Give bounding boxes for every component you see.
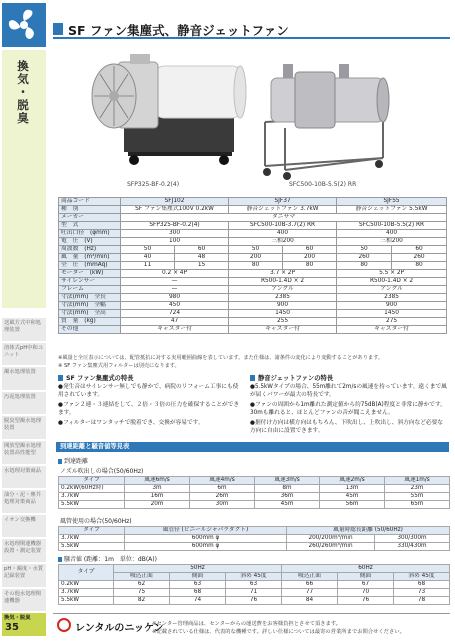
table-header-row <box>59 565 450 573</box>
column-header: 60Hz <box>282 565 450 573</box>
table-header-row <box>59 477 450 485</box>
table-cell: 56m <box>320 501 385 509</box>
column-header: 風量時総長距離 (50/60Hz) <box>287 527 450 535</box>
spec-row <box>59 230 447 238</box>
table-cell: 5.5kW <box>59 543 125 551</box>
table-row <box>59 589 450 597</box>
table-cell: 68 <box>394 581 450 589</box>
spec-value: SJF55 <box>337 198 447 206</box>
title-marker <box>53 23 63 35</box>
spec-row <box>59 246 447 254</box>
table-cell: 600mm φ <box>125 535 287 543</box>
spec-label: 全 圧 (mmAq) <box>59 262 121 270</box>
spec-value: 静音ジェットファン 3.7kW <box>229 206 337 214</box>
spec-value: アングル <box>229 286 337 294</box>
spec-row <box>59 198 447 206</box>
column-header: 風速3m/s <box>255 477 320 485</box>
feature-item: ●5.5kWタイプの場合、55m離れて2m/sの風速を持っています。遠くまで風が届くパワーが最大の特長です。 <box>250 384 447 398</box>
table-cell: 82 <box>114 597 170 605</box>
noise-table <box>58 564 450 605</box>
brand-logo-icon <box>57 618 71 632</box>
spec-row <box>59 310 447 318</box>
photo-caption: SFP325-BF-0.2(4) <box>127 181 180 188</box>
spec-note: ※風量と全圧表示については、配管抵抗に対する実用範囲曲線を表しています。また仕様は、諸条件の変化により変動することがあります。 <box>58 355 384 361</box>
spec-table <box>58 197 447 334</box>
spec-row <box>59 206 447 214</box>
spec-value: 900 <box>229 302 337 310</box>
table-cell: 30m <box>190 501 255 509</box>
feature-item: ●ファン２連・３連結をして、２倍・３倍の圧力を確保することができます。 <box>58 402 240 416</box>
sidebar-nav-item[interactable]: イオン交換機 <box>2 515 46 538</box>
spec-value: — <box>121 286 229 294</box>
spec-value: 50 <box>121 246 175 254</box>
spec-value: 5.5 × 2P <box>337 270 447 278</box>
table-row <box>59 501 450 509</box>
column-header: タイプ <box>59 565 114 581</box>
table-cell: 63 <box>226 581 282 589</box>
category-char: 換 <box>17 59 29 73</box>
column-header: タイプ <box>59 527 125 535</box>
spec-row <box>59 270 447 278</box>
page-number: 35 <box>5 622 19 633</box>
spec-label: メーカー <box>59 214 121 222</box>
spec-value: 724 <box>121 310 229 318</box>
spec-value: R500-1.4D × 2 <box>337 278 447 286</box>
table-cell: 8m <box>255 485 320 493</box>
spec-value: SJF37 <box>229 198 337 206</box>
spec-label: 型 式 <box>59 222 121 230</box>
nozzle-heading: ノズル吹出しの場合(50/60Hz) <box>60 468 144 475</box>
table-cell: 77 <box>282 589 338 597</box>
table-cell: 36m <box>255 493 320 501</box>
spec-value: 50 <box>229 246 283 254</box>
spec-value: キャスター付 <box>121 326 229 334</box>
spec-value: 2385 <box>337 294 447 302</box>
spec-row <box>59 294 447 302</box>
spec-label: モーター (kW) <box>59 270 121 278</box>
table-cell: 70 <box>338 589 394 597</box>
category-char: 気 <box>17 72 29 86</box>
footer-note: ※センター管理商品は、センターからの運送費をお客様負担とさせて頂きます。 <box>152 621 341 627</box>
table-cell: 63 <box>170 581 226 589</box>
spec-value: 80 <box>392 262 447 270</box>
category-label <box>12 60 34 125</box>
distance-heading: 到達距離 <box>58 456 88 465</box>
feature-item: ●発生音はサイレンサー無しでも静かで、病院のリフォーム工事にも使用されています。 <box>58 384 239 398</box>
table-cell: 26m <box>190 493 255 501</box>
page-title-bar <box>53 19 450 39</box>
spec-row <box>59 238 447 246</box>
spec-value: 60 <box>392 246 447 254</box>
table-cell: 71 <box>226 589 282 597</box>
spec-value: 50 <box>337 246 392 254</box>
spec-value: 0.2 × 4P <box>121 270 229 278</box>
sidebar-nav-item[interactable]: 水処理関連機器設置・測定装置 <box>2 539 46 562</box>
column-header: 50Hz <box>114 565 282 573</box>
spec-row <box>59 214 447 222</box>
spec-label: 周波数 (Hz) <box>59 246 121 254</box>
table-cell: 23m <box>385 485 450 493</box>
spec-label: 商品コード <box>59 198 121 206</box>
spec-value: R500-1.4D × 2 <box>229 278 337 286</box>
spec-value: 275 <box>337 318 447 326</box>
spec-value: 900 <box>337 302 447 310</box>
table-cell: 74 <box>170 597 226 605</box>
noise-heading: 騒音値 (距離：1m 単位：dB(A)) <box>58 554 157 563</box>
spec-value: 47 <box>121 318 229 326</box>
spec-value: 48 <box>175 254 229 262</box>
spec-row <box>59 326 447 334</box>
sidebar-nav-item[interactable]: pH・濁度・水質記録装置 <box>2 564 46 587</box>
spec-row <box>59 254 447 262</box>
spec-value: 1450 <box>337 310 447 318</box>
table-cell: 3.7kW <box>59 589 114 597</box>
spec-label: 寸法(mm) 全高 <box>59 310 121 318</box>
spec-value: 11 <box>121 262 175 270</box>
table-cell: 66 <box>282 581 338 589</box>
sidebar-nav-item[interactable]: 水処理対策商品 <box>2 466 46 489</box>
table-cell: 0.2kW <box>59 581 114 589</box>
spec-value: 200 <box>283 254 337 262</box>
spec-value: 400 <box>337 230 447 238</box>
table-cell: 200/200m³/min <box>287 535 375 543</box>
spec-value: 60 <box>283 246 337 254</box>
brand-name: レンタルのニッケン <box>75 623 164 634</box>
table-cell: 73 <box>394 589 450 597</box>
spec-value: 260 <box>337 254 392 262</box>
table-cell: 78 <box>394 597 450 605</box>
table-cell: 76 <box>338 597 394 605</box>
category-logo <box>2 3 46 47</box>
duct-distance-table <box>58 526 450 551</box>
spec-value: 1450 <box>229 310 337 318</box>
spec-value: 100 <box>121 238 229 246</box>
column-header: 吸込正面 <box>114 573 170 581</box>
sidebar-nav-item[interactable]: 油分・泥・塵芥処理対策商品 <box>2 490 46 513</box>
duct-heading: 風管使用の場合(50/60Hz) <box>60 518 132 525</box>
table-cell: 5.5kW <box>59 501 125 509</box>
spec-value: 300 <box>121 230 229 238</box>
spec-value: 2385 <box>229 294 337 302</box>
spec-label: 寸法(mm) 全幅 <box>59 302 121 310</box>
column-header: 側面 <box>170 573 226 581</box>
category-char: 脱 <box>17 98 29 112</box>
sidebar-nav-item[interactable]: その他水処理関連機器 <box>2 589 46 612</box>
sidebar-nav-item[interactable]: 送風方式中和処理装置 <box>2 318 46 341</box>
spec-value: キャスター付 <box>229 326 337 334</box>
table-cell: 16m <box>125 493 190 501</box>
spec-label: フレーム <box>59 286 121 294</box>
spec-value: 80 <box>337 262 392 270</box>
spec-row <box>59 222 447 230</box>
feature-item: ●ファンの周囲から1m離れた測定値から約75dB(A)程度と非常に静かです。30mも離れると、ほとんどファンの音が聞こえません。 <box>250 402 446 416</box>
spec-label: その他 <box>59 326 121 334</box>
table-cell: 3.7kW <box>59 493 125 501</box>
table-cell: 0.2kW(60Hz時) <box>59 485 125 493</box>
table-cell: 76 <box>226 597 282 605</box>
table-row <box>59 485 450 493</box>
spec-value: 450 <box>121 302 229 310</box>
feature-item: ●フィルターはワンタッチで脱着でき、交換が容易です。 <box>58 420 204 426</box>
footer-note: ※記載されている仕様は、代表的な機種です。詳しい仕様については最寄の営業所までお問合せください。 <box>152 629 405 635</box>
table-cell: 13m <box>320 485 385 493</box>
category-char: ・ <box>17 85 29 99</box>
bullet-square-icon <box>58 557 62 562</box>
spec-value: SFP325-BF-0.2(4) <box>121 222 229 230</box>
table-header-row <box>59 527 450 535</box>
table-cell: 20m <box>125 501 190 509</box>
spec-value: 80 <box>229 262 283 270</box>
spec-value: 260 <box>392 254 447 262</box>
spec-value: 三相200 <box>337 238 447 246</box>
feature-list-sf <box>58 383 243 429</box>
table-cell: 45m <box>320 493 385 501</box>
feature-heading-jet: 静音ジェットファンの特長 <box>250 373 333 382</box>
table-cell: 5.5kW <box>59 597 114 605</box>
column-header: 風速4m/s <box>190 477 255 485</box>
column-header: 風管径 (ビニールジャバラダクト) <box>125 527 287 535</box>
side-nav <box>2 318 46 638</box>
sidebar-nav-item[interactable]: 汚泥処理装置 <box>2 392 46 415</box>
column-header: 吸込正面 <box>282 573 338 581</box>
sidebar-nav-item[interactable]: 脱臭型濁水処理装置 <box>2 416 46 439</box>
table-row <box>59 581 450 589</box>
table-cell: 68 <box>170 589 226 597</box>
page-title: SF ファン集塵式、静音ジェットファン <box>68 23 289 38</box>
sidebar-nav-item[interactable]: 開放型濁水処理装置高性能型 <box>2 441 46 464</box>
table-cell: 62 <box>114 581 170 589</box>
table-cell: 67 <box>338 581 394 589</box>
spec-row <box>59 318 447 326</box>
spec-value: SFJ102 <box>121 198 229 206</box>
jet-fan-photo <box>255 58 395 184</box>
spec-value: 三相200 <box>229 238 337 246</box>
table-row <box>59 597 450 605</box>
spec-value: 静音ジェットファン 5.5kW <box>337 206 447 214</box>
fan-icon <box>2 3 46 47</box>
table-cell: 75 <box>114 589 170 597</box>
spec-value: 15 <box>175 262 229 270</box>
spec-label: サイレンサー <box>59 278 121 286</box>
footer-divider <box>53 613 450 614</box>
spec-value: タニサマ <box>121 214 447 222</box>
spec-value: SFC500-10B-3.7(2) RR <box>229 222 337 230</box>
photo-caption: SFC500-10B-5.5(2) RR <box>289 181 357 188</box>
feature-heading-sf: SF ファン集塵式の特長 <box>58 373 134 382</box>
column-header: 斜め 45度 <box>394 573 450 581</box>
column-header: 風速2m/s <box>320 477 385 485</box>
table-cell: 260/260m³/min <box>287 543 375 551</box>
spec-row <box>59 262 447 270</box>
spec-value: 60 <box>175 246 229 254</box>
blower-fan-photo <box>84 52 252 178</box>
table-cell: 6m <box>190 485 255 493</box>
spec-value: 400 <box>229 230 337 238</box>
feature-item: ●据付け方向は横方向はもちろん、下吹出し、上吹出し、斜方向など必要な方向に自由に設置できます。 <box>250 420 443 434</box>
table-row <box>59 493 450 501</box>
performance-section-header: 到達距離と騒音値等見表 <box>56 442 449 452</box>
spec-label: 寸法(mm) 全長 <box>59 294 121 302</box>
spec-value: 80 <box>283 262 337 270</box>
table-cell: 3.7kW <box>59 535 125 543</box>
spec-label: 電 圧 (V) <box>59 238 121 246</box>
spec-value: 200 <box>229 254 283 262</box>
column-header: 斜め 45度 <box>226 573 282 581</box>
spec-value: — <box>121 278 229 286</box>
spec-note: ※ SF ファン集塵式用フィルターは別売になります。 <box>58 363 180 369</box>
spec-value: SFC500-10B-5.5(2) RR <box>337 222 447 230</box>
table-row <box>59 535 450 543</box>
table-cell: 65m <box>385 501 450 509</box>
spec-value: アングル <box>337 286 447 294</box>
table-cell: 600mm φ <box>125 543 287 551</box>
spec-label: 吐出口径 (φmm) <box>59 230 121 238</box>
spec-row <box>59 286 447 294</box>
table-cell: 45m <box>255 501 320 509</box>
bullet-square-icon <box>58 375 63 381</box>
sidebar-nav-item[interactable]: 濁水処理装置 <box>2 367 46 390</box>
table-cell: 300/300m <box>375 535 450 543</box>
table-cell: 3m <box>125 485 190 493</box>
table-row <box>59 543 450 551</box>
feature-list-jet <box>250 383 448 437</box>
column-header: 側面 <box>338 573 394 581</box>
spec-label: 質 量 (kg) <box>59 318 121 326</box>
category-char: 臭 <box>17 111 29 125</box>
spec-row <box>59 302 447 310</box>
spec-value: SF ファン集塵式100V 0.2kW <box>121 206 229 214</box>
column-header: 風速1m/s <box>385 477 450 485</box>
spec-value: 980 <box>121 294 229 302</box>
spec-value: 255 <box>229 318 337 326</box>
bullet-square-icon <box>58 459 62 464</box>
table-header-row <box>59 573 450 581</box>
table-cell: 330/430m <box>375 543 450 551</box>
spec-value: キャスター付 <box>337 326 447 334</box>
spec-value: 3.7 × 2P <box>229 270 337 278</box>
table-cell: 55m <box>385 493 450 501</box>
column-header: 風速6m/s <box>125 477 190 485</box>
spec-row <box>59 278 447 286</box>
bullet-square-icon <box>250 375 255 381</box>
spec-label: 風 量 (m³/min) <box>59 254 121 262</box>
column-header: タイプ <box>59 477 125 485</box>
sidebar <box>0 0 48 644</box>
nozzle-distance-table <box>58 476 450 509</box>
table-cell: 84 <box>282 597 338 605</box>
sidebar-nav-item[interactable]: 換気・脱臭 <box>2 613 46 636</box>
sidebar-nav-item[interactable]: 溶体式pH中和ユニット <box>2 343 46 366</box>
spec-label: 種 別 <box>59 206 121 214</box>
spec-value: 40 <box>121 254 175 262</box>
